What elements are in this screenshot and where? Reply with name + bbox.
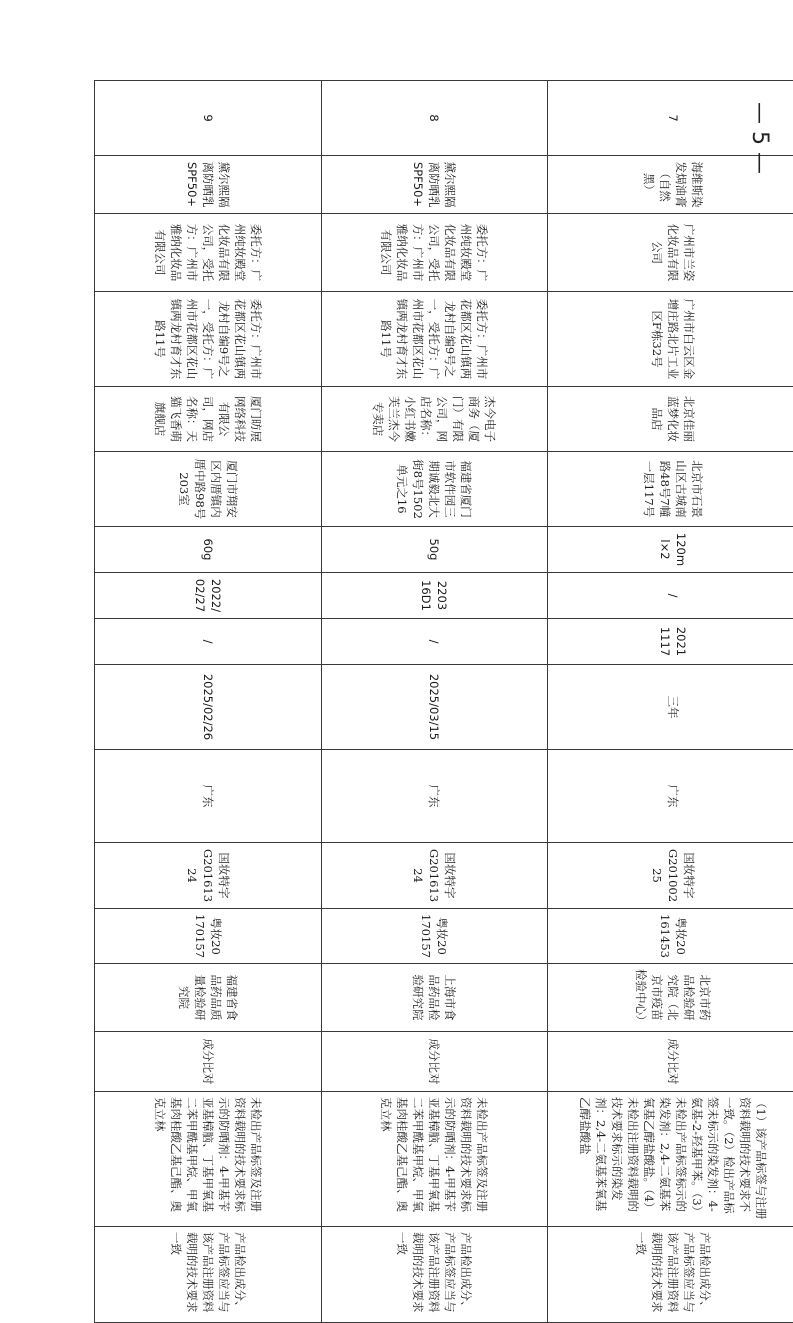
cell-special-license: 国妆特字G20161324 [322, 843, 548, 909]
page-number: — 5 — [730, 123, 790, 153]
cell-test-item: 成分比对 [322, 1032, 548, 1092]
cell-origin: 广东 [548, 750, 793, 843]
cell-index: 9 [95, 81, 322, 156]
cell-result: （1）该产品标签与注册资料载明的技术要求不一致。（2）检出产品标签未标示的染发剂：4-氨基-2-羟基甲苯。（3）未检出产品标签标示的染发剂：2,4-二氨基苯氧基乙醇盐酸盐。（4）未检出注册资料载明的技术要求标示的染发剂：2,4-二氨基苯氧基乙醇盐酸盐 [548, 1092, 793, 1227]
cell-production-license: 粤妆20170157 [322, 909, 548, 964]
cell-applicant-address: 委托方：广州市花都区花山镇两龙村自编9号之一，受托方：广州市花都区花山镇两龙村育才东路11号 [95, 292, 322, 387]
cell-applicant: 委托方：广州纯妆殿堂化妆品有限公司，受托方：广州市雅纳化妆品有限公司 [95, 214, 322, 292]
cell-production-date: / [322, 619, 548, 665]
cell-result: 未检出产品标签及注册资料载明的技术要求标示的防晒剂：4-甲基苄亚基樟脑、丁基甲氧基二苯甲酰基甲烷、甲氧基肉桂酸乙基己酯、奥克立林 [322, 1092, 548, 1227]
cell-batch: 2022/02/27 [95, 573, 322, 619]
cell-inspector: 福建省食品药品质量检验研究院 [95, 964, 322, 1032]
cell-origin: 广东 [95, 750, 322, 843]
cell-seller: 杰今电子商务（厦门）有限公司，网店名称：小红书嫩芙兰杰今专卖店 [322, 387, 548, 452]
cell-inspector: 上海市食品药品检验研究院 [322, 964, 548, 1032]
cell-seller-address: 北京市石景山区古城南路48号7幢一层117号 [548, 452, 793, 527]
cell-seller: 北京佳丽蓝梦化妆品店 [548, 387, 793, 452]
cell-test-item: 成分比对 [95, 1032, 322, 1092]
cell-inspector: 北京市药品检验研究院（北京市疫苗检验中心） [548, 964, 793, 1032]
cell-applicant-address: 委托方：广州市花都区花山镇两龙村自编9号之一，受托方：广州市花都区花山镇两龙村育才东路11号 [322, 292, 548, 387]
cell-special-license: 国妆特字G20161324 [95, 843, 322, 909]
table-row [95, 81, 322, 1323]
cell-seller-address: 福建省厦门市软件园三期诚毅北大街8号1502单元之16 [322, 452, 548, 527]
cell-special-license: 国妆特字G20100225 [548, 843, 793, 909]
cell-index: 8 [322, 81, 548, 156]
cell-batch: / [548, 573, 793, 619]
cell-spec: 120ml×2 [548, 527, 793, 573]
cell-product-name: 黛尔熙隔离防晒乳SPF50+ [322, 156, 548, 214]
cell-production-date: / [95, 619, 322, 665]
cell-requirement: 产品检出成分、产品标签应当与该产品注册资料载明的技术要求一致 [322, 1227, 548, 1323]
cell-seller-address: 厦门市翔安区内厝镇内厝中路98号203室 [95, 452, 322, 527]
cell-origin: 广东 [322, 750, 548, 843]
cell-spec: 60g [95, 527, 322, 573]
cell-test-item: 成分比对 [548, 1032, 793, 1092]
cell-batch: 220316D1 [322, 573, 548, 619]
cell-seller: 厦门昉展网络科技有限公司，网店名称：天猫飞香萌旗舰店 [95, 387, 322, 452]
cell-production-license: 粤妆20161453 [548, 909, 793, 964]
cell-shelf-life: 2025/02/26 [95, 665, 322, 750]
rotated-table-page [95, 80, 793, 1122]
cell-requirement: 产品检出成分、产品标签应当与该产品注册资料载明的技术要求一致 [548, 1227, 793, 1323]
cell-shelf-life: 2025/03/15 [322, 665, 548, 750]
cell-product-name: 海维斯染发焗油膏（自然黑） [548, 156, 793, 214]
cell-applicant: 委托方：广州纯妆殿堂化妆品有限公司，受托方：广州市雅纳化妆品有限公司 [322, 214, 548, 292]
cell-applicant: 广州市兰姿化妆品有限公司 [548, 214, 793, 292]
cell-product-name: 黛尔熙隔离防晒乳SPF50+ [95, 156, 322, 214]
cell-production-date: 20211117 [548, 619, 793, 665]
table-row [548, 81, 793, 1323]
cell-applicant-address: 广州市白云区金增庄路北片工业区F栋32号 [548, 292, 793, 387]
cell-result: 未检出产品标签及注册资料载明的技术要求标示的防晒剂：4-甲基苄亚基樟脑、丁基甲氧基二苯甲酰基甲烷、甲氧基肉桂酸乙基己酯、奥克立林 [95, 1092, 322, 1227]
sampling-results-table [94, 80, 793, 1323]
cell-index: 7 [548, 81, 793, 156]
cell-spec: 50g [322, 527, 548, 573]
table-row [322, 81, 548, 1323]
cell-requirement: 产品检出成分、产品标签应当与该产品注册资料载明的技术要求一致 [95, 1227, 322, 1323]
cell-shelf-life: 三年 [548, 665, 793, 750]
cell-production-license: 粤妆20170157 [95, 909, 322, 964]
